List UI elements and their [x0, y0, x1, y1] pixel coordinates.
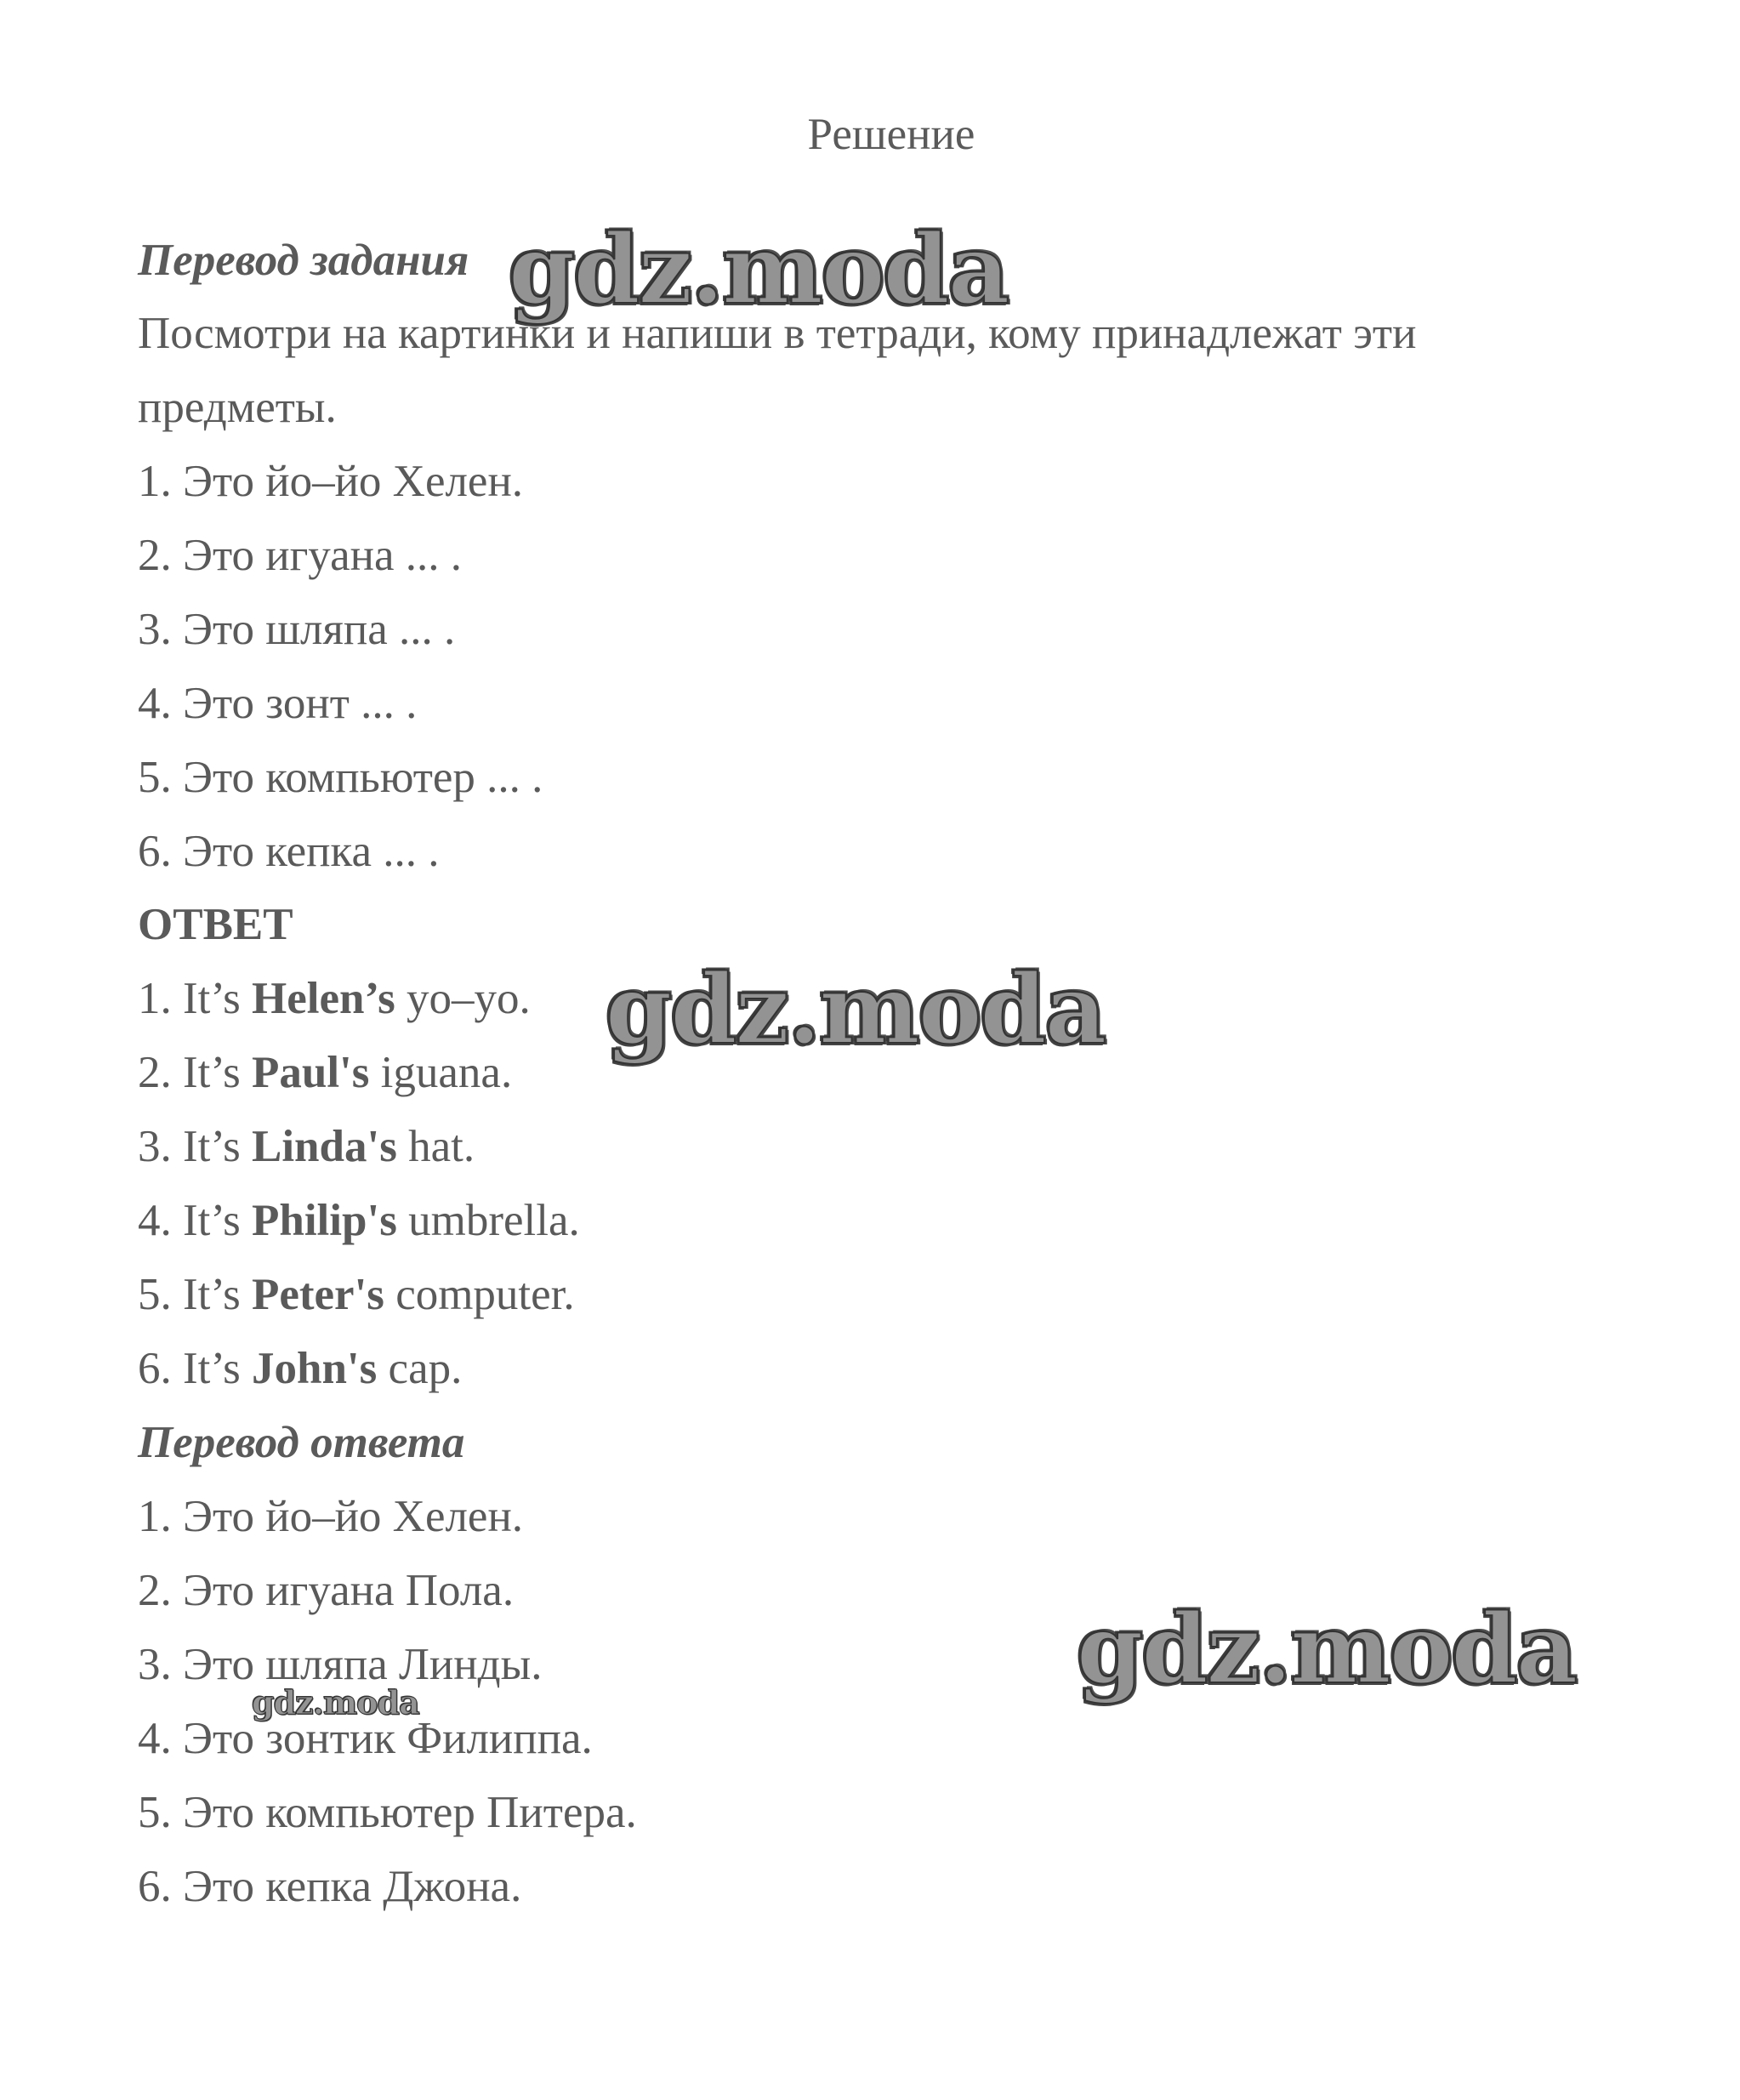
owner-name: Peter's — [251, 1270, 384, 1319]
translation-line: 3. Это шляпа Линды. — [138, 1640, 543, 1689]
watermark: gdz.moda — [606, 954, 1106, 1066]
owner-name: Helen’s — [251, 974, 395, 1023]
task-line: 1. Это йо–йо Хелен. — [138, 457, 524, 506]
task-line: 6. Это кепка ... . — [138, 827, 440, 876]
answer-line — [138, 1116, 475, 1177]
translation-line: 1. Это йо–йо Хелен. — [138, 1492, 524, 1541]
translation-line: 5. Это компьютер Питера. — [138, 1788, 637, 1837]
answer-suffix: iguana. — [369, 1048, 513, 1097]
owner-name: Paul's — [251, 1048, 370, 1097]
answer-line — [138, 1190, 580, 1251]
answer-prefix: 5. It’s — [138, 1270, 252, 1319]
answer-suffix: hat. — [396, 1122, 475, 1171]
watermark: gdz.moda — [1077, 1594, 1577, 1705]
answer-line — [138, 968, 531, 1029]
answer-heading: ОТВЕТ — [138, 900, 293, 949]
task-heading: Перевод задания — [138, 236, 469, 285]
task-line: 5. Это компьютер ... . — [138, 753, 543, 802]
answer-prefix: 6. It’s — [138, 1344, 252, 1393]
answer-suffix: cap. — [377, 1344, 463, 1393]
task-line: Посмотри на картинки и напиши в тетради, кому принадлежат эти — [138, 309, 1417, 358]
owner-name: John's — [251, 1344, 378, 1393]
owner-name: Philip's — [251, 1196, 397, 1245]
task-line: 2. Это игуана ... . — [138, 531, 463, 580]
answer-line — [138, 1042, 512, 1103]
translation-line: 2. Это игуана Пола. — [138, 1566, 515, 1615]
answer-line — [138, 1338, 462, 1399]
answer-prefix: 2. It’s — [138, 1048, 252, 1097]
answer-suffix: computer. — [384, 1270, 575, 1319]
task-line: предметы. — [138, 383, 337, 432]
translation-line: 4. Это зонтик Филиппа. — [138, 1714, 593, 1763]
owner-name: Linda's — [251, 1122, 397, 1171]
answer-prefix: 3. It’s — [138, 1122, 252, 1171]
answer-line — [138, 1264, 575, 1325]
translation-line: 6. Это кепка Джона. — [138, 1862, 522, 1911]
page-title: Решение — [807, 110, 975, 159]
answer-prefix: 1. It’s — [138, 974, 252, 1023]
watermark: gdz.moda — [252, 1683, 419, 1722]
task-line: 3. Это шляпа ... . — [138, 605, 456, 654]
watermark: gdz.moda — [509, 214, 1009, 326]
answer-prefix: 4. It’s — [138, 1196, 252, 1245]
task-line: 4. Это зонт ... . — [138, 679, 418, 728]
translation-heading: Перевод ответа — [138, 1418, 465, 1467]
answer-suffix: umbrella. — [396, 1196, 580, 1245]
answer-suffix: yo–yo. — [395, 974, 531, 1023]
